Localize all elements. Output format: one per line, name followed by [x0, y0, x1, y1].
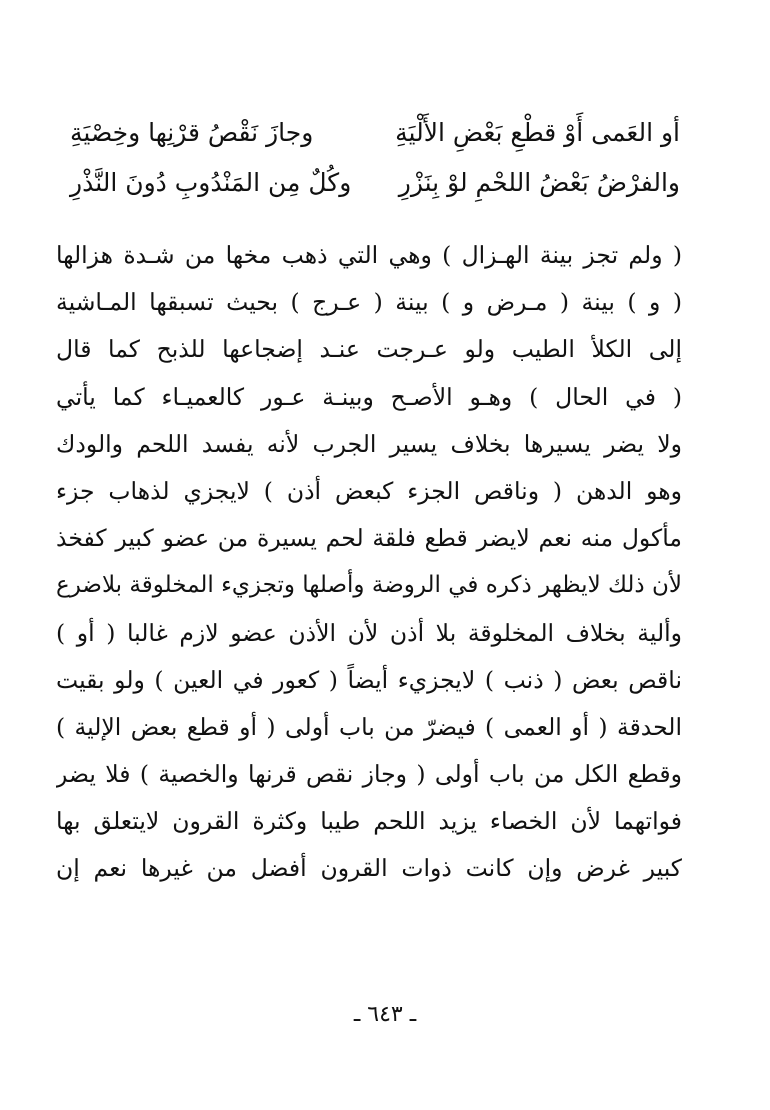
page-number: ـ ٦٤٣ ـ	[353, 1002, 417, 1027]
prose-line: ( ولم تجز بينة الهـزال ) وهي التي ذهب مخها من شـدة هزالها	[56, 241, 682, 269]
prose-line: ( في الحال ) وهـو الأصـح وبينـة عـور كالعميـاء كما يأتي	[56, 382, 682, 411]
prose-line: لأن ذلك لايظهر ذكره في الروضة وأصلها وتجزيء المخلوقة بلاضرع	[56, 572, 682, 599]
verse-block	[70, 108, 680, 208]
prose-body	[56, 232, 682, 893]
verse-hemistich-left: وجازَ نَقْصُ قرْنِها وخِصْيَةِ	[70, 118, 314, 147]
prose-line: كبير غرض وإن كانت ذوات القرون أفضل من غيرها نعم إن	[56, 854, 682, 883]
prose-line: ناقص بعض ( ذنب ) لايجزيء أيضاً ( كعور في العين ) ولو بقيت	[56, 665, 682, 694]
prose-line: وألية بخلاف المخلوقة بلا أذن لأن الأذن عضو لازم غالبا ( أو )	[56, 618, 682, 647]
verse-row	[70, 108, 680, 158]
prose-line: وهو الدهن ( وناقص الجزء كبعض أذن ) لايجزي لذهاب جزء	[56, 476, 682, 505]
verse-row	[70, 158, 680, 208]
verse-hemistich-right: والفرْضُ بَعْضُ اللحْمِ لوْ بِنَزْرِ	[398, 168, 680, 197]
verse-hemistich-left: وكُلٌ مِن المَنْدُوبِ دُونَ النَّذْرِ	[70, 168, 352, 197]
prose-line: إلى الكلأ الطيب ولو عـرجت عنـد إضجاعها للذبح كما قال	[56, 335, 682, 364]
prose-line: الحدقة ( أو العمى ) فيضرّ من باب أولى ( أو قطع بعض الإلية )	[56, 712, 682, 741]
prose-line: فواتهما لأن الخصاء يزيد اللحم طيبا وكثرة القرون لايتعلق بها	[56, 807, 682, 836]
prose-line: وقطع الكل من باب أولى ( وجاز نقص قرنها والخصية ) فلا يضر	[56, 760, 682, 789]
verse-hemistich-right: أو العَمى أَوْ قطْعِ بَعْضِ الأَلْيَةِ	[395, 118, 680, 147]
prose-line: مأكول منه نعم لايضر قطع فلقة لحم يسيرة من عضو كبير كفخذ	[56, 524, 682, 553]
prose-line: ولا يضر يسيرها بخلاف يسير الجرب لأنه يفسد اللحم والودك	[56, 429, 682, 458]
prose-line: ( و ) بينة ( مـرض و ) بينة ( عـرج ) بحيث تسبقها المـاشية	[56, 288, 682, 317]
